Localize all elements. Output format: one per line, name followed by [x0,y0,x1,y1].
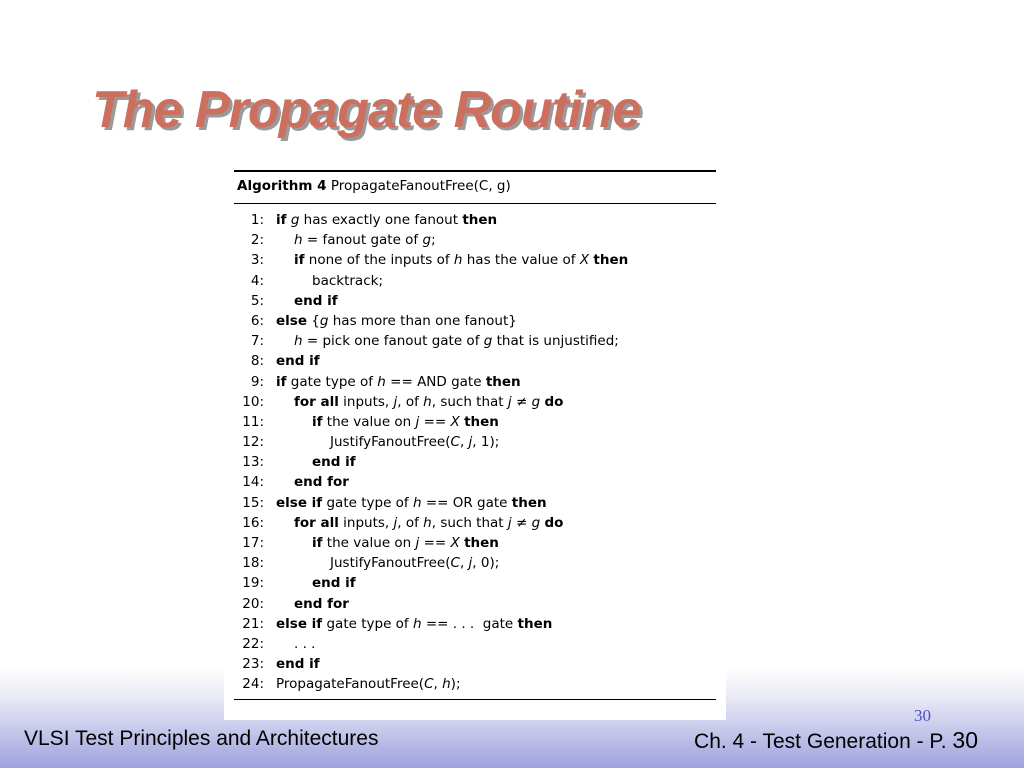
algorithm-line [234,472,716,492]
code-variable: C [450,555,460,572]
line-code [294,291,338,311]
line-code [276,654,320,674]
line-code [330,432,499,452]
code-keyword: if [312,413,323,430]
code-text: = fanout gate of [302,232,423,249]
code-variable: g [531,514,541,531]
code-keyword: do [544,393,564,410]
code-variable: g [422,232,432,249]
algorithm-label: Algorithm 4 [237,178,327,194]
algorithm-line [234,271,716,291]
line-code [276,674,461,694]
slide-title: The Propagate Routine [92,81,641,139]
line-code [294,472,349,492]
algorithm-line [234,432,716,452]
line-code [276,351,320,371]
line-number: 12: [242,434,264,451]
code-text: that is unjustified; [492,333,619,350]
code-text: gate type of [322,615,413,632]
line-code [312,573,356,593]
code-variable: j [393,514,398,531]
code-keyword: else [276,312,307,329]
code-variable: h [377,373,386,390]
footer-chapter-page [694,727,978,754]
line-number: 11: [242,413,264,430]
line-number: 13: [242,454,264,471]
algorithm-line [234,250,716,270]
line-number: 2: [250,232,264,249]
algorithm-line [234,452,716,472]
code-keyword: then [464,535,499,551]
line-number: 15: [242,494,264,511]
code-variable: X [450,413,460,430]
line-code [312,271,383,291]
code-text: , of [397,393,424,410]
algorithm-line [234,291,716,311]
line-code [312,412,499,432]
code-text: == OR gate [421,494,512,511]
code-variable: j [468,555,473,572]
code-text: the value on [322,413,416,430]
algorithm-caption-rule [234,203,716,204]
line-number: 20: [242,595,264,612]
code-text: gate type of [286,373,378,390]
code-text: , [433,676,443,693]
algorithm-line [234,412,716,432]
code-text: , such that [431,514,508,531]
code-keyword: end if [276,353,320,370]
code-text: == [419,535,451,551]
footer-page-number: 30 [952,727,978,753]
algorithm-line [234,654,716,674]
line-code [294,230,436,250]
algorithm-line [234,533,716,553]
algorithm-line [234,372,716,392]
algorithm-lines [234,210,716,695]
algorithm-line [234,331,716,351]
footer-course-title: VLSI Test Principles and Architectures [24,727,379,750]
code-keyword: then [517,615,553,632]
algorithm-box [224,160,726,720]
code-text: ; [431,232,436,249]
code-text: , such that [431,393,508,410]
code-variable: g [483,333,493,350]
code-text: , of [397,514,424,531]
code-text: , 0); [472,555,500,572]
algorithm-line [234,311,716,331]
line-code [276,493,547,513]
code-variable: j [507,514,512,531]
code-keyword: end if [294,292,338,309]
code-keyword: then [593,252,629,269]
code-variable: h [294,333,303,350]
footer-chapter: Ch. 4 - Test Generation - P. [694,730,947,753]
code-text: none of the inputs of [304,252,454,269]
code-text: backtrack; [312,272,383,289]
code-keyword: if [276,373,287,390]
line-code [294,513,563,533]
code-text: gate type of [322,494,413,511]
algorithm-line [234,573,716,593]
line-number: 18: [242,555,264,572]
code-keyword: else if [276,615,323,632]
code-variable: g [290,212,300,228]
code-keyword: end for [294,595,349,612]
line-code [312,533,499,553]
line-number: 8: [250,353,264,370]
code-keyword: end if [312,454,356,471]
line-number: 7: [250,333,264,350]
code-variable: j [415,413,420,430]
code-text: , [459,555,469,572]
code-text: inputs, [338,514,394,531]
code-keyword: end for [294,474,349,491]
code-keyword: do [544,514,564,531]
line-number: 21: [242,615,264,632]
code-variable: h [412,494,422,511]
line-number: 3: [250,252,264,269]
code-variable: h [412,615,422,632]
algorithm-line [234,513,716,533]
code-text: has more than one fanout} [328,312,517,329]
code-variable: h [442,676,451,693]
line-number: 1: [250,212,264,228]
code-keyword: for all [294,514,339,531]
algorithm-line [234,230,716,250]
code-variable: C [424,676,434,693]
code-text: { [306,312,320,329]
line-number: 4: [250,272,264,289]
algorithm-line [234,392,716,412]
code-variable: C [450,434,460,451]
code-text: the value on [322,535,416,551]
code-text: = pick one fanout gate of [302,333,484,350]
code-variable: j [507,393,512,410]
code-keyword: for all [294,393,339,410]
code-text: JustifyFanoutFree( [330,434,451,451]
code-variable: h [423,514,432,531]
line-number: 16: [242,514,264,531]
code-variable: X [450,535,460,551]
code-text: inputs, [338,393,394,410]
line-code [276,614,552,634]
algorithm-line [234,594,716,614]
code-text: == AND gate [385,373,486,390]
algorithm-name: PropagateFanoutFree(C, g) [330,178,511,194]
algorithm-caption [234,178,716,203]
line-code [294,331,619,351]
algorithm-line [234,614,716,634]
code-keyword: end if [312,575,356,592]
code-text: , 1); [472,434,500,451]
line-code [294,250,628,270]
code-text: ≠ [511,514,532,531]
line-number: 5: [250,292,264,309]
algorithm-line [234,210,716,230]
code-variable: h [453,252,463,269]
code-variable: g [531,393,541,410]
code-keyword: if [312,535,323,551]
line-code [294,594,349,614]
line-code [276,210,497,230]
code-keyword: else if [276,494,323,511]
code-text: JustifyFanoutFree( [330,555,451,572]
code-text: , [459,434,469,451]
line-number: 6: [250,312,264,329]
line-code [276,311,517,331]
code-keyword: then [485,373,521,390]
code-text: . . . [294,635,316,652]
code-text: has exactly one fanout [299,212,463,228]
code-variable: j [468,434,473,451]
line-number: 22: [242,635,264,652]
line-code [294,392,563,412]
code-variable: h [423,393,432,410]
code-keyword: if [276,212,287,228]
algorithm-line [234,553,716,573]
code-variable: j [393,393,398,410]
code-variable: j [415,535,420,551]
code-text: PropagateFanoutFree( [276,676,425,693]
algorithm-top-rule [234,170,716,172]
line-number: 14: [242,474,264,491]
code-variable: X [579,252,590,269]
algorithm-line [234,634,716,654]
line-number: 9: [250,373,264,390]
algorithm-bottom-rule [234,699,716,700]
line-code [330,553,499,573]
line-number: 19: [242,575,264,592]
line-code [312,452,356,472]
slide-number: 30 [914,706,931,725]
algorithm-line [234,351,716,371]
algorithm-line [234,493,716,513]
code-text: ≠ [511,393,532,410]
code-variable: h [294,232,303,249]
line-number: 23: [242,656,264,673]
code-keyword: then [511,494,547,511]
code-text: has the value of [462,252,580,269]
code-text: == . . . gate [421,615,518,632]
line-code [294,634,315,654]
code-text: ); [450,676,461,693]
code-variable: g [319,312,329,329]
line-number: 24: [242,676,264,693]
code-keyword: then [464,413,499,430]
code-keyword: then [462,212,498,228]
line-number: 10: [242,393,264,410]
line-number: 17: [242,535,264,551]
code-text: == [419,413,451,430]
code-keyword: end if [276,656,320,673]
algorithm-line [234,674,716,694]
code-keyword: if [294,252,305,269]
line-code [276,372,521,392]
